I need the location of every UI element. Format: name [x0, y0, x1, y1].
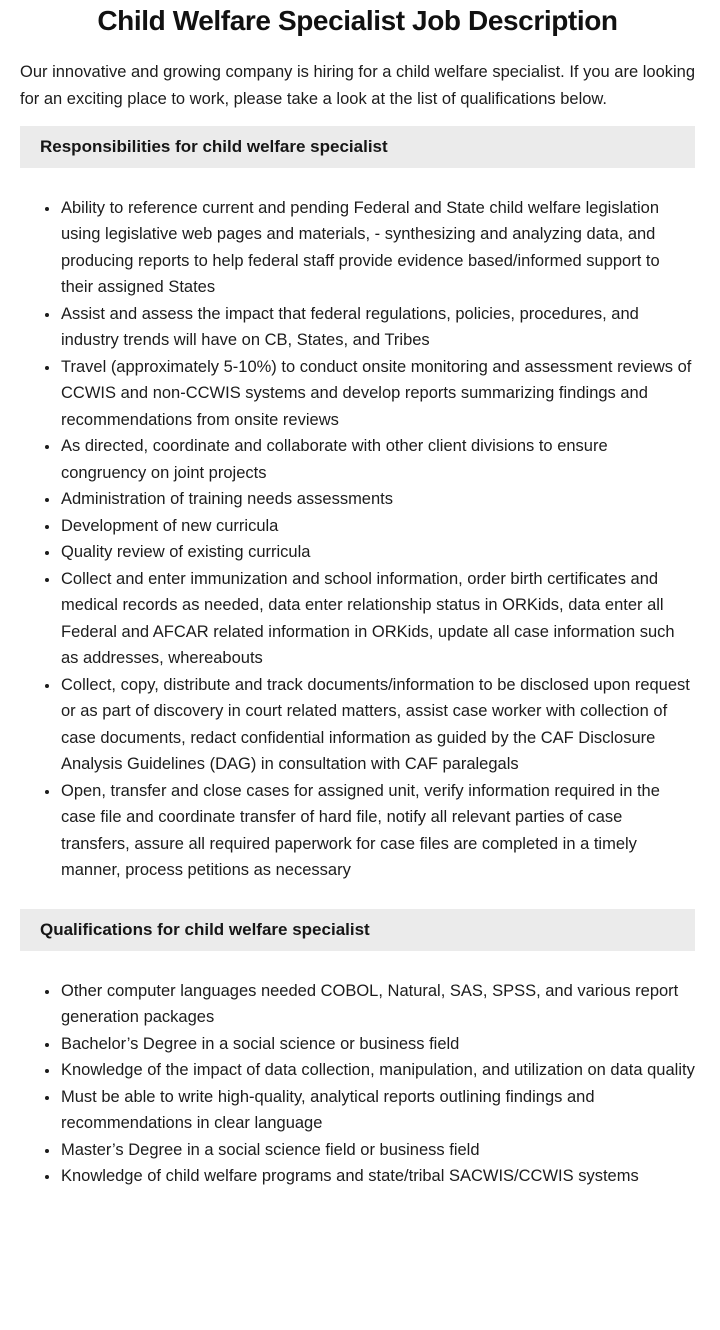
responsibility-item: • Development of new curricula	[60, 513, 695, 540]
responsibilities-heading: Responsibilities for child welfare specialist	[20, 126, 695, 168]
responsibility-item: • Administration of training needs assessments	[60, 486, 695, 513]
job-description-document	[0, 4, 720, 1190]
responsibility-item: • Collect and enter immunization and school information, order birth certificates and medical records as needed, data enter relationship status in ORKids, data enter all Federal and AFCAR related information in ORKids, update all case information such as addresses, whereabouts	[60, 566, 695, 672]
responsibilities-section	[20, 126, 695, 884]
responsibility-item: • Open, transfer and close cases for assigned unit, verify information required in the case file and coordinate transfer of hard file, notify all relevant parties of case transfers, assure all required paperwork for case files are completed in a timely manner, process petitions as necessary	[60, 778, 695, 884]
intro-paragraph: Our innovative and growing company is hiring for a child welfare specialist. If you are looking for an exciting place to work, please take a look at the list of qualifications below.	[20, 62, 696, 108]
qualifications-section	[20, 909, 695, 1190]
qualification-item: • Master’s Degree in a social science field or business field	[60, 1137, 695, 1164]
responsibility-item: • Quality review of existing curricula	[60, 539, 695, 566]
responsibility-item: • Assist and assess the impact that federal regulations, policies, procedures, and industry trends will have on CB, States, and Tribes	[60, 301, 695, 354]
qualifications-heading: Qualifications for child welfare specialist	[20, 909, 695, 951]
qualification-item: • Bachelor’s Degree in a social science or business field	[60, 1031, 695, 1058]
qualification-item: • Knowledge of child welfare programs and state/tribal SACWIS/CCWIS systems	[60, 1163, 695, 1190]
responsibility-item: • As directed, coordinate and collaborate with other client divisions to ensure congruency on joint projects	[60, 433, 695, 486]
page-title: Child Welfare Specialist Job Description	[97, 5, 618, 36]
responsibility-item: • Collect, copy, distribute and track documents/information to be disclosed upon request or as part of discovery in court related matters, assist case worker with collection of case documents, redact confidential information as guided by the CAF Disclosure Analysis Guidelines (DAG) in consultation with CAF paralegals	[60, 672, 695, 778]
responsibility-item: • Travel (approximately 5-10%) to conduct onsite monitoring and assessment reviews of CCWIS and non-CCWIS systems and develop reports summarizing findings and recommendations from onsite reviews	[60, 354, 695, 434]
responsibilities-list	[20, 195, 695, 884]
qualification-item: • Knowledge of the impact of data collection, manipulation, and utilization on data quality	[60, 1057, 695, 1084]
qualification-item: • Other computer languages needed COBOL, Natural, SAS, SPSS, and various report generation packages	[60, 978, 695, 1031]
qualification-item: • Must be able to write high-quality, analytical reports outlining findings and recommendations in clear language	[60, 1084, 695, 1137]
responsibility-item: • Ability to reference current and pending Federal and State child welfare legislation using legislative web pages and materials, - synthesizing and analyzing data, and producing reports to help federal staff provide evidence based/informed support to their assigned States	[60, 195, 695, 301]
qualifications-list	[20, 978, 695, 1190]
